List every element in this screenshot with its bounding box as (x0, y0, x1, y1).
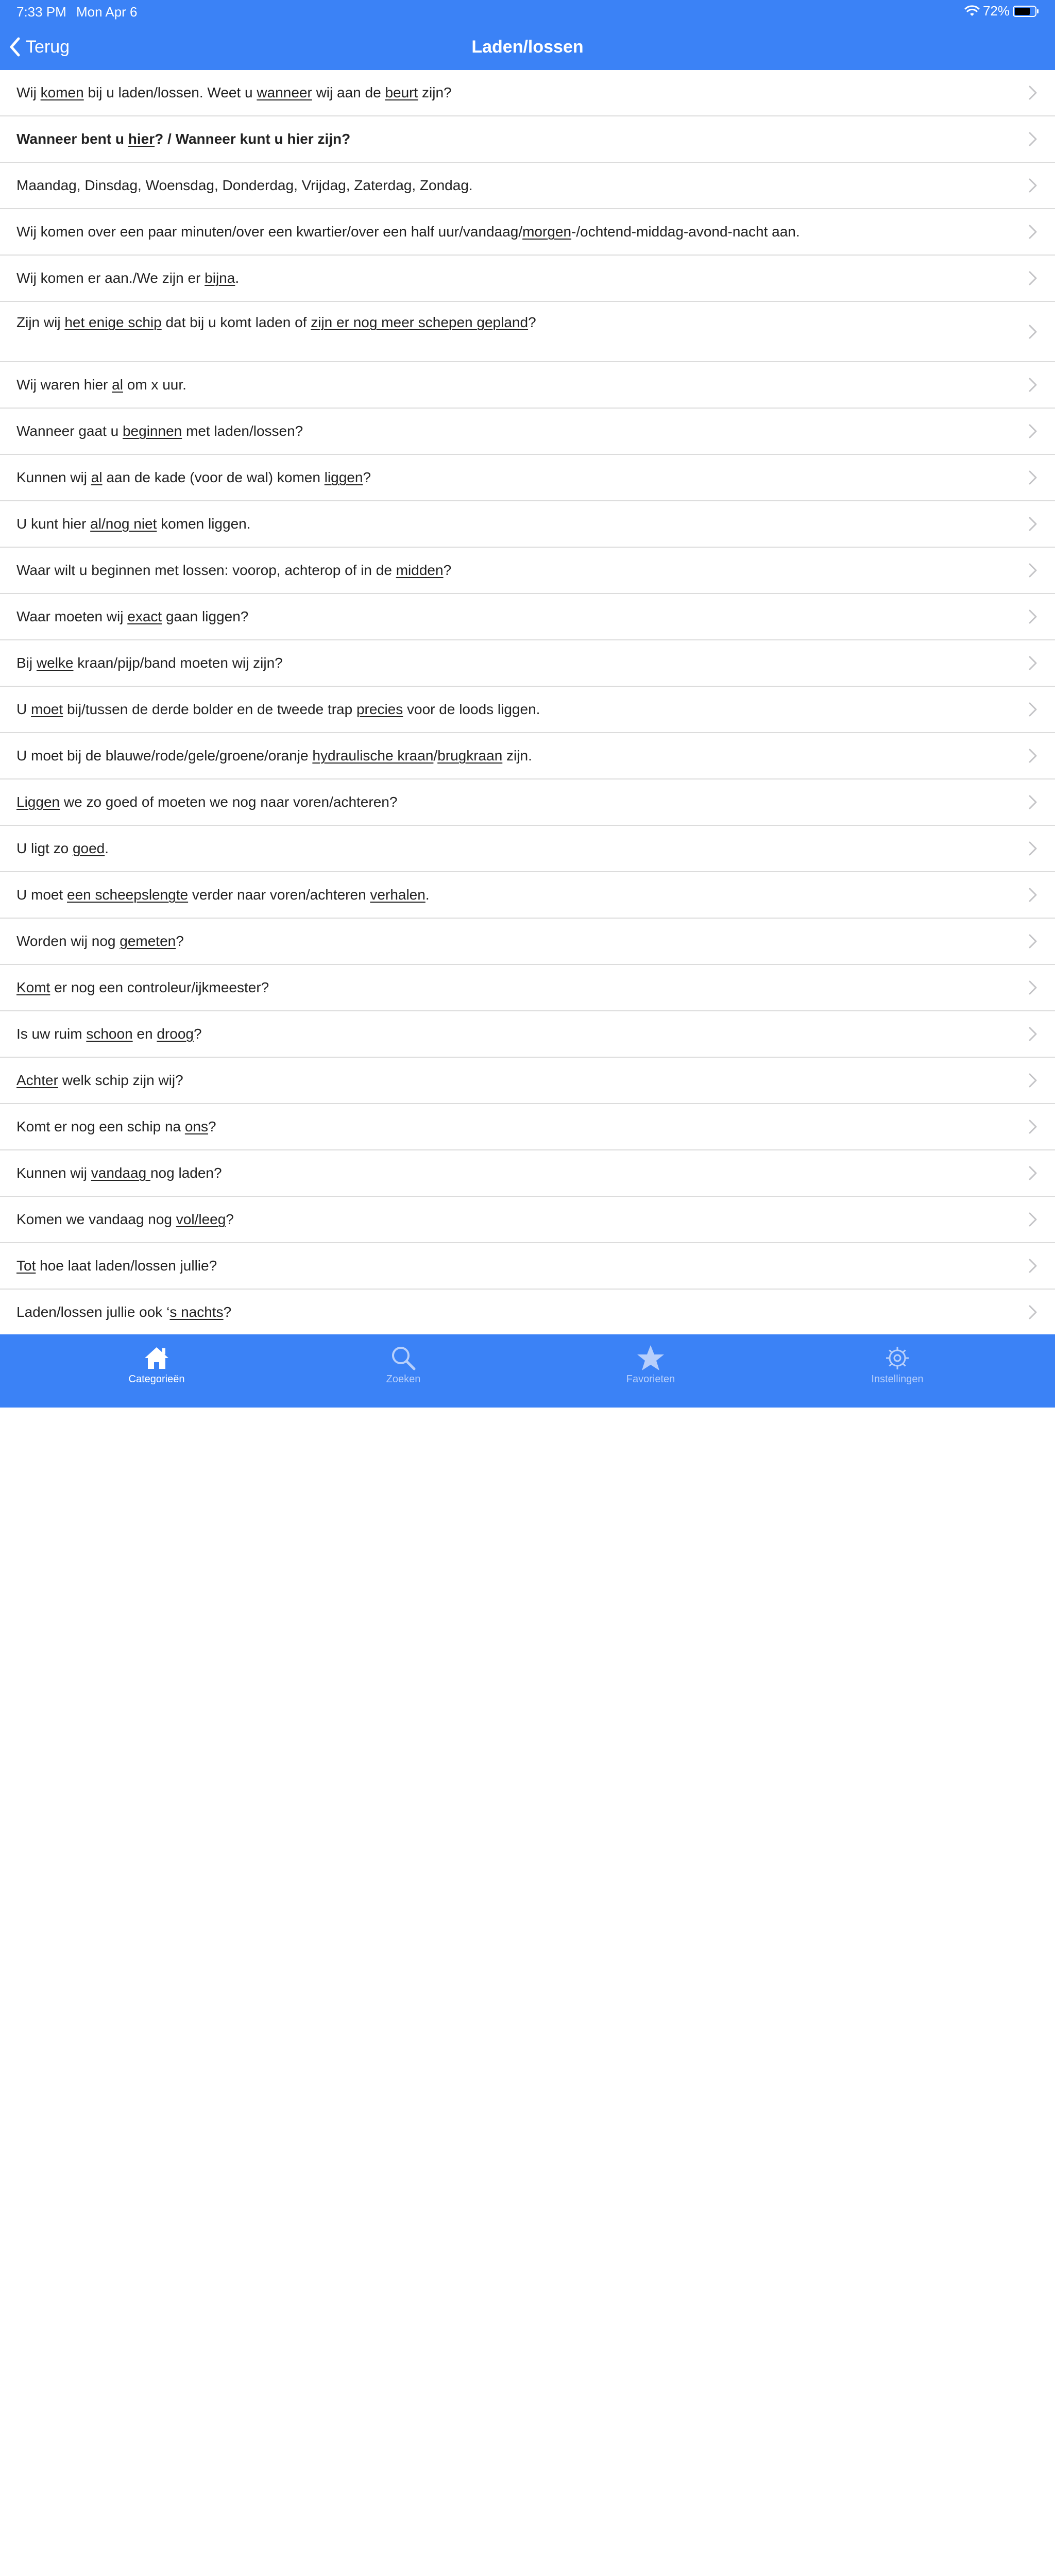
phrase-keyword: droog (157, 1026, 194, 1042)
phrase-text (16, 748, 532, 764)
phrase-segment: dat bij u komt laden of (161, 314, 311, 330)
phrase-segment: U ligt zo (16, 840, 73, 856)
chevron-right-icon (1028, 423, 1037, 439)
phrase-text (16, 177, 473, 194)
chevron-right-icon (1028, 1304, 1037, 1320)
chevron-right-icon (1028, 748, 1037, 764)
phrase-row[interactable] (0, 1150, 1055, 1197)
phrase-segment: Laden/lossen jullie ook ‘ (16, 1304, 170, 1320)
phrase-keyword: vandaag (91, 1165, 150, 1181)
chevron-right-icon (1028, 1119, 1037, 1134)
phrase-text (16, 655, 283, 671)
phrase-keyword: Komt (16, 979, 50, 995)
phrase-text (16, 270, 239, 286)
phrase-segment: Kunnen wij (16, 469, 91, 485)
phrase-segment: zijn. (502, 748, 532, 764)
phrase-segment: bij/tussen de derde bolder en de tweede trap (63, 701, 356, 717)
phrase-keyword: beurt (385, 84, 418, 100)
phrase-text (16, 887, 430, 903)
phrase-keyword: verhalen (370, 887, 426, 903)
chevron-right-icon (1028, 1026, 1037, 1042)
tab-label-favorieten: Favorieten (626, 1374, 675, 1385)
phrase-segment: . (235, 270, 240, 286)
phrase-segment: U kunt hier (16, 516, 91, 532)
phrase-text (16, 423, 303, 439)
phrase-segment: Wij komen over een paar minuten/over een kwartier/over een half uur/vandaag/ (16, 224, 523, 240)
page-title: Laden/lossen (471, 37, 584, 57)
phrase-segment: met laden/lossen? (182, 423, 303, 439)
phrase-keyword: liggen (324, 469, 363, 485)
phrase-keyword: het enige schip (64, 314, 162, 330)
phrase-text (16, 84, 452, 101)
phrase-segment: Wanneer gaat u (16, 423, 123, 439)
phrase-row[interactable] (0, 594, 1055, 640)
phrase-keyword: bijna (205, 270, 235, 286)
status-date: Mon Apr 6 (76, 4, 138, 20)
chevron-right-icon (1028, 377, 1037, 393)
phrase-keyword: al (112, 377, 123, 393)
phrase-text (16, 1165, 222, 1181)
chevron-right-icon (1028, 655, 1037, 671)
search-icon (390, 1345, 416, 1371)
phrase-segment: U moet (16, 887, 67, 903)
phrase-row[interactable] (0, 919, 1055, 965)
phrase-text (16, 377, 186, 393)
phrase-segment: / (433, 748, 438, 764)
phrase-row[interactable] (0, 687, 1055, 733)
phrase-text (16, 701, 540, 718)
phrase-segment: Worden wij nog (16, 933, 120, 949)
phrase-segment: . (105, 840, 109, 856)
phrase-row[interactable] (0, 548, 1055, 594)
phrase-keyword: beginnen (122, 423, 182, 439)
phrase-segment: gaan liggen? (162, 608, 249, 624)
phrase-segment: welk schip zijn wij? (58, 1072, 183, 1088)
phrase-segment: kraan/pijp/band moeten wij zijn? (73, 655, 283, 671)
phrase-keyword: gemeten (120, 933, 176, 949)
phrase-segment: Is uw ruim (16, 1026, 87, 1042)
phrase-segment: ? (176, 933, 184, 949)
chevron-right-icon (1028, 1258, 1037, 1274)
phrase-text (16, 1304, 231, 1320)
phrase-text (16, 469, 371, 486)
chevron-right-icon (1028, 470, 1037, 485)
phrase-row[interactable] (0, 302, 1055, 362)
status-bar (0, 0, 1055, 24)
phrase-text (16, 224, 800, 240)
phrase-segment: zijn? (418, 84, 452, 100)
phrase-keyword: komen (40, 84, 84, 100)
phrase-row[interactable] (0, 965, 1055, 1011)
back-button[interactable] (9, 31, 70, 63)
star-icon (636, 1344, 665, 1372)
phrase-text (16, 1118, 216, 1135)
phrase-segment: ? (528, 314, 536, 330)
gear-icon (884, 1345, 911, 1371)
phrase-row[interactable] (0, 209, 1055, 256)
phrase-segment: Komt er nog een schip na (16, 1118, 185, 1134)
phrase-text (16, 516, 251, 532)
phrase-segment: hoe laat laden/lossen jullie? (36, 1258, 217, 1274)
tab-label-instellingen: Instellingen (871, 1374, 924, 1385)
phrase-keyword: zijn er nog meer schepen gepland (311, 314, 529, 330)
phrase-row[interactable] (0, 116, 1055, 163)
phrase-keyword: schoon (86, 1026, 133, 1042)
chevron-right-icon (1028, 224, 1037, 240)
phrase-segment: U (16, 701, 31, 717)
tab-label-zoeken: Zoeken (386, 1374, 421, 1385)
phrase-list (0, 70, 1055, 1336)
tab-instellingen[interactable] (836, 1334, 959, 1391)
phrase-row[interactable] (0, 1290, 1055, 1336)
phrase-keyword: al/nog niet (90, 516, 157, 532)
phrase-keyword: al (91, 469, 103, 485)
phrase-text (16, 302, 536, 331)
phrase-keyword: ons (184, 1118, 209, 1134)
chevron-right-icon (1028, 934, 1037, 949)
phrase-segment: en (132, 1026, 157, 1042)
chevron-right-icon (1028, 178, 1037, 193)
phrase-text (16, 794, 397, 810)
phrase-segment: Kunnen wij (16, 1165, 91, 1181)
phrase-segment: nog laden? (150, 1165, 222, 1181)
phrase-keyword: Liggen (16, 794, 60, 810)
status-indicators (964, 3, 1040, 19)
phrase-keyword: Achter (16, 1072, 58, 1088)
phrase-row[interactable] (0, 872, 1055, 919)
phrase-row[interactable] (0, 1058, 1055, 1104)
phrase-keyword: moet (31, 701, 63, 717)
phrase-keyword: wanneer (257, 84, 312, 100)
chevron-right-icon (1028, 980, 1037, 995)
phrase-segment: om x uur. (123, 377, 186, 393)
phrase-segment: we zo goed of moeten we nog naar voren/achteren? (60, 794, 398, 810)
phrase-row[interactable] (0, 779, 1055, 826)
phrase-segment: ? (226, 1211, 234, 1227)
phrase-row[interactable] (0, 70, 1055, 116)
phrase-segment: verder naar voren/achteren (188, 887, 370, 903)
phrase-segment: komen liggen. (157, 516, 251, 532)
phrase-row[interactable] (0, 1011, 1055, 1058)
phrase-segment: ? / Wanneer kunt u hier zijn? (155, 131, 351, 147)
phrase-segment: Wanneer bent u (16, 131, 128, 147)
phrase-row[interactable] (0, 826, 1055, 872)
phrase-row[interactable] (0, 1243, 1055, 1290)
phrase-keyword: Tot (16, 1258, 36, 1274)
phrase-row[interactable] (0, 640, 1055, 687)
phrase-segment: Wij komen er aan./We zijn er (16, 270, 205, 286)
phrase-segment: Wij (16, 84, 41, 100)
tab-categorieen[interactable] (95, 1334, 218, 1391)
phrase-keyword: brugkraan (437, 748, 503, 764)
phrase-text (16, 933, 184, 950)
phrase-row[interactable] (0, 362, 1055, 409)
phrase-segment: Maandag, Dinsdag, Woensdag, Donderdag, Vrijdag, Zaterdag, Zondag. (16, 177, 473, 193)
phrase-segment: ? (443, 562, 452, 578)
navigation-header (0, 0, 1055, 70)
phrase-segment: Wij waren hier (16, 377, 112, 393)
tab-bar (0, 1334, 1055, 1408)
phrase-row[interactable] (0, 455, 1055, 501)
chevron-right-icon (1028, 324, 1037, 340)
phrase-segment: ? (208, 1118, 216, 1134)
phrase-row[interactable] (0, 501, 1055, 548)
chevron-left-icon (9, 37, 21, 57)
phrase-row[interactable] (0, 256, 1055, 302)
chevron-right-icon (1028, 794, 1037, 810)
phrase-segment: aan de kade (voor de wal) komen (102, 469, 325, 485)
chevron-right-icon (1028, 516, 1037, 532)
phrase-segment: . (425, 887, 430, 903)
phrase-keyword: welke (36, 655, 74, 671)
phrase-text (16, 840, 109, 857)
phrase-text (16, 562, 451, 579)
phrase-segment: wij aan de (312, 84, 385, 100)
chevron-right-icon (1028, 85, 1037, 100)
phrase-keyword: hier (128, 131, 155, 147)
chevron-right-icon (1028, 887, 1037, 903)
chevron-right-icon (1028, 702, 1037, 717)
phrase-keyword: morgen (522, 224, 572, 240)
phrase-keyword: exact (127, 608, 162, 624)
phrase-segment: Waar wilt u beginnen met lossen: voorop, achterop of in de (16, 562, 396, 578)
battery-percentage: 72% (982, 3, 1010, 19)
phrase-segment: bij u laden/lossen. Weet u (83, 84, 257, 100)
phrase-row[interactable] (0, 163, 1055, 209)
phrase-segment: U moet bij de blauwe/rode/gele/groene/oranje (16, 748, 313, 764)
battery-icon (1013, 5, 1040, 18)
back-button-label: Terug (26, 37, 70, 57)
chevron-right-icon (1028, 270, 1037, 286)
phrase-keyword: midden (396, 562, 444, 578)
phrase-text (16, 1258, 217, 1274)
phrase-segment: -/ochtend-middag-avond-nacht aan. (571, 224, 800, 240)
tab-label-categorieen: Categorieën (128, 1374, 185, 1385)
phrase-row[interactable] (0, 733, 1055, 779)
chevron-right-icon (1028, 1165, 1037, 1181)
phrase-segment: ? (223, 1304, 232, 1320)
phrase-text (16, 1072, 183, 1089)
phrase-keyword: vol/leeg (176, 1211, 226, 1227)
chevron-right-icon (1028, 1212, 1037, 1227)
chevron-right-icon (1028, 563, 1037, 578)
phrase-keyword: hydraulische kraan (312, 748, 434, 764)
phrase-segment: er nog een controleur/ijkmeester? (50, 979, 269, 995)
phrase-segment: Zijn wij (16, 314, 65, 330)
chevron-right-icon (1028, 131, 1037, 147)
phrase-keyword: s nachts (169, 1304, 224, 1320)
phrase-keyword: precies (356, 701, 403, 717)
phrase-segment: voor de loods liggen. (403, 701, 540, 717)
phrase-segment: Komen we vandaag nog (16, 1211, 176, 1227)
phrase-text (16, 131, 350, 147)
phrase-segment: ? (363, 469, 371, 485)
phrase-text (16, 1026, 202, 1042)
chevron-right-icon (1028, 841, 1037, 856)
phrase-row[interactable] (0, 1104, 1055, 1150)
home-icon (144, 1346, 169, 1370)
tab-favorieten[interactable] (589, 1334, 712, 1391)
phrase-text (16, 979, 269, 996)
phrase-segment: Bij (16, 655, 37, 671)
phrase-text (16, 608, 248, 625)
tab-zoeken[interactable] (342, 1334, 465, 1391)
chevron-right-icon (1028, 609, 1037, 624)
status-time: 7:33 PM (16, 4, 66, 20)
phrase-segment: Waar moeten wij (16, 608, 128, 624)
phrase-row[interactable] (0, 1197, 1055, 1243)
wifi-icon (964, 5, 980, 18)
phrase-segment: ? (193, 1026, 202, 1042)
phrase-text (16, 1211, 234, 1228)
phrase-keyword: een scheepslengte (67, 887, 189, 903)
phrase-row[interactable] (0, 409, 1055, 455)
chevron-right-icon (1028, 1073, 1037, 1088)
phrase-keyword: goed (72, 840, 105, 856)
